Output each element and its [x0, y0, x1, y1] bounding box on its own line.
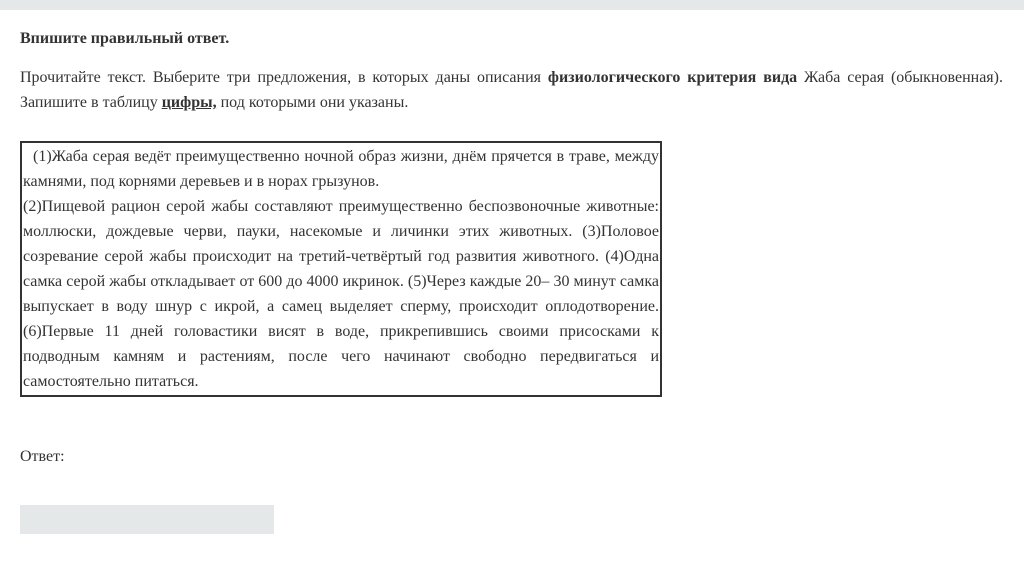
task-text — [20, 65, 1003, 115]
task-digits: цифры, — [161, 94, 217, 111]
task-text-part3: под которыми они указаны. — [216, 94, 409, 111]
task-text-part1: Прочитайте текст. Выберите три предложения, в которых даны описания — [20, 69, 548, 86]
passage-sentence-1: (1)Жаба серая ведёт преимущественно ночной образ жизни, днём прячется в траве, между камнями, под корнями деревьев и в норах грызунов. — [23, 148, 659, 190]
answer-label: Ответ: — [20, 448, 65, 465]
task-criterion: физиологического критерия вида — [547, 69, 798, 86]
task-text-part2: Жаба серая (обыкновенная). Запишите в таблицу — [20, 69, 1003, 111]
instruction-heading: Впишите правильный ответ. — [20, 30, 230, 47]
top-bar — [0, 0, 1024, 10]
answer-input[interactable] — [20, 505, 274, 534]
passage-box — [20, 141, 662, 397]
passage-sentences-2-6: (2)Пищевой рацион серой жабы составляют преимущественно беспозвоночные животные: моллюски, дождевые черви, пауки, насекомые и личинки этих животных. (3)Половое созревание серой жабы происходит на третий-четвёртый год развития животного. (4)Одна самка серой жабы откладывает от 600 до 4000 икринок. (5)Через каждые 20– 30 минут самка выпускает в воду шнур с икрой, а самец выделяет сперму, происходит оплодотворение. (6)Первые 11 дней головастики висят в воде, прикрепившись своими присосками к подводным камням и растениям, после чего начинают свободно передвигаться и самостоятельно питаться. — [23, 198, 659, 390]
